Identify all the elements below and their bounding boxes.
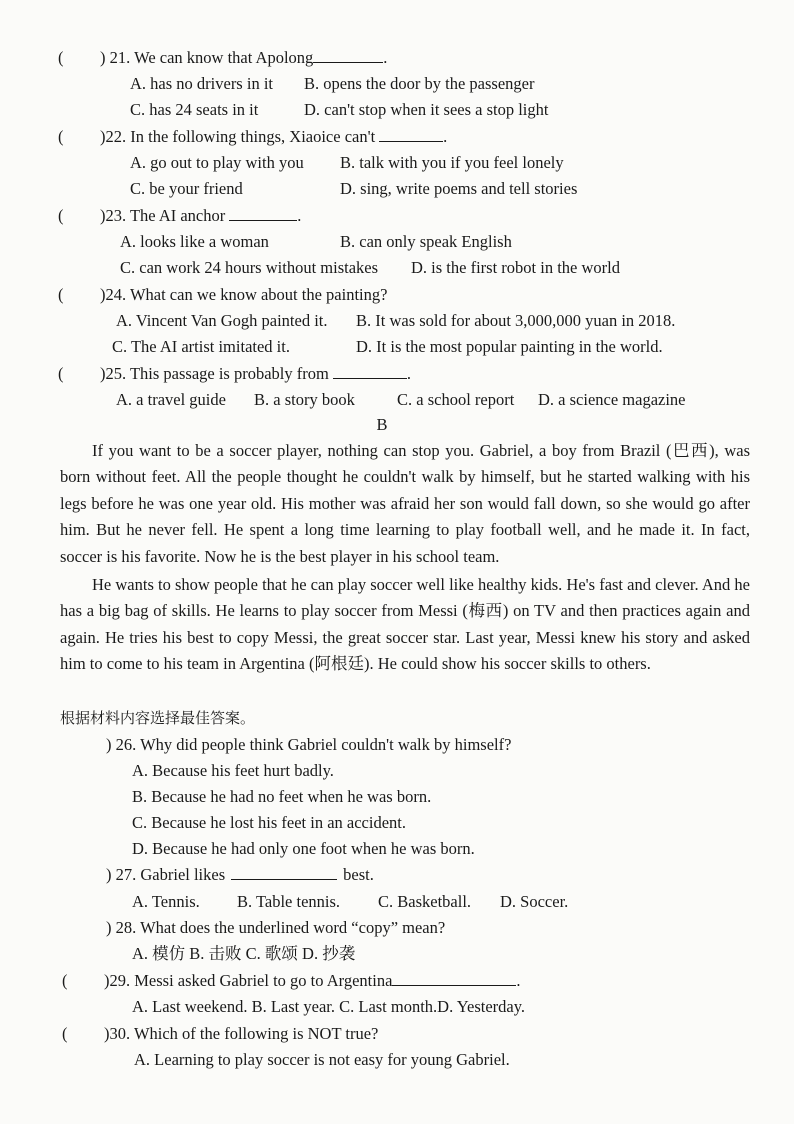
stem-end: best.	[343, 865, 374, 884]
option-d: D. is the first robot in the world	[411, 258, 620, 277]
stem-end: .	[383, 48, 388, 67]
question-24-stem: )24. What can we know about the painting?	[100, 285, 388, 304]
option-b: B. It was sold for about 3,000,000 yuan in 2018.	[356, 311, 676, 330]
option-b: B. opens the door by the passenger	[304, 74, 535, 93]
option-a: A. Because his feet hurt badly.	[132, 761, 334, 780]
option-d: D. can't stop when it sees a stop light	[304, 100, 549, 119]
passage-paragraph-1: If you want to be a soccer player, nothing can stop you. Gabriel, a boy from Brazil (巴西), was born without feet. All the people thought he couldn't walk by himself, but he started walking with his legs before he was one year old. His mother was afraid her son would fall down, so she would go after him. But he never fell. He spent a long time learning to play football well, and he made it. In fact, soccer is his favorite. Now he is the best player in his school team.	[60, 441, 750, 566]
option-b: B. Because he had no feet when he was born.	[132, 787, 432, 806]
question-22-stem	[100, 127, 447, 147]
option-c: C. a school report	[397, 390, 515, 409]
stem-text: ) 27. Gabriel likes	[106, 865, 226, 884]
option-c: C. be your friend	[130, 179, 243, 198]
stem-text: )22. In the following things, Xiaoice can't	[100, 127, 376, 146]
answer-paren: (	[58, 127, 64, 146]
stem-text: )23. The AI anchor	[100, 206, 226, 225]
option-c: C. has 24 seats in it	[130, 100, 259, 119]
option-c: C. Basketball.	[378, 892, 472, 911]
option-b: B. Table tennis.	[237, 892, 341, 911]
section-heading: B	[376, 415, 388, 434]
option-a: A. has no drivers in it	[130, 74, 273, 93]
stem-end: .	[406, 364, 411, 383]
answer-paren: (	[58, 364, 64, 383]
option-b: B. talk with you if you feel lonely	[340, 153, 564, 172]
question-21-stem	[100, 48, 387, 68]
stem-end: .	[297, 206, 302, 225]
option-d: D. sing, write poems and tell stories	[340, 179, 578, 198]
option-d: D. Soccer.	[500, 892, 569, 911]
option-d: D. Because he had only one foot when he was born.	[132, 839, 475, 858]
answer-blank	[333, 364, 407, 379]
option-b: B. can only speak English	[340, 232, 512, 251]
answer-paren: (	[58, 285, 64, 304]
answer-blank	[313, 48, 383, 63]
option-a: A. a travel guide	[116, 390, 226, 409]
answer-paren: (	[62, 1024, 68, 1043]
question-28-stem: ) 28. What does the underlined word “copy” mean?	[106, 918, 446, 937]
option-c: C. The AI artist imitated it.	[112, 337, 290, 356]
stem-end: .	[443, 127, 448, 146]
option-c: C. Because he lost his feet in an accident.	[132, 813, 406, 832]
option-a: A. looks like a woman	[120, 232, 269, 251]
answer-paren: (	[58, 206, 64, 225]
stem-end: .	[516, 971, 521, 990]
answer-blank	[229, 206, 297, 221]
option-a: A. go out to play with you	[130, 153, 304, 172]
question-29-stem	[104, 971, 521, 991]
answer-blank	[379, 127, 443, 142]
question-27-stem	[106, 865, 374, 885]
question-25-stem	[100, 364, 411, 384]
question-28-options: A. 模仿 B. 击败 C. 歌颂 D. 抄袭	[132, 944, 356, 963]
option-a: A. Tennis.	[132, 892, 200, 911]
instruction-text: 根据材料内容选择最佳答案。	[60, 709, 256, 727]
stem-text: ) 21. We can know that Apolong	[100, 48, 314, 67]
answer-paren: (	[62, 971, 68, 990]
answer-blank	[392, 971, 516, 986]
answer-blank	[231, 865, 337, 880]
option-a: A. Vincent Van Gogh painted it.	[116, 311, 328, 330]
question-23-stem	[100, 206, 301, 226]
question-30-stem: )30. Which of the following is NOT true?	[104, 1024, 379, 1043]
option-b: B. a story book	[254, 390, 355, 409]
question-29-options: A. Last weekend. B. Last year. C. Last month.D. Yesterday.	[132, 997, 526, 1016]
question-30-option-a: A. Learning to play soccer is not easy for young Gabriel.	[134, 1050, 510, 1069]
passage-paragraph-2: He wants to show people that he can play soccer well like healthy kids. He's fast and clever. And he has a big bag of skills. He learns to play soccer from Messi (梅西) on TV and then practices again and again. He tries his best to copy Messi, the great soccer star. Last year, Messi knew his story and asked him to come to his team in Argentina (阿根廷). He could show his soccer skills to others.	[60, 575, 750, 674]
stem-text: )29. Messi asked Gabriel to go to Argentina	[104, 971, 393, 990]
stem-text: )25. This passage is probably from	[100, 364, 329, 383]
option-d: D. It is the most popular painting in the world.	[356, 337, 663, 356]
question-26-stem: ) 26. Why did people think Gabriel couldn't walk by himself?	[106, 735, 512, 754]
option-d: D. a science magazine	[538, 390, 686, 409]
answer-paren: (	[58, 48, 64, 67]
option-c: C. can work 24 hours without mistakes	[120, 258, 379, 277]
